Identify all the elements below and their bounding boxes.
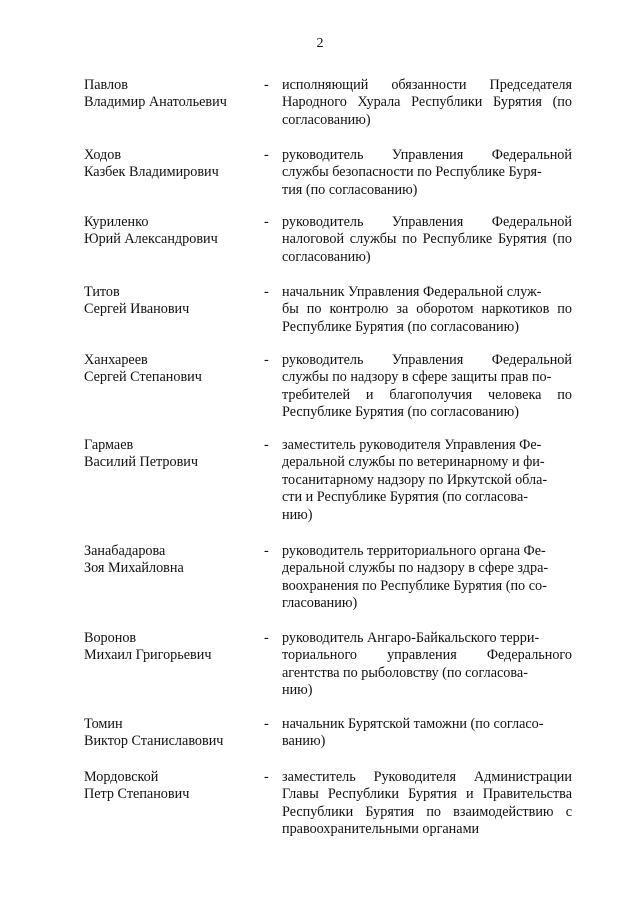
dash-separator: - xyxy=(264,716,269,732)
dash-separator: - xyxy=(264,769,269,785)
page-number: 2 xyxy=(316,36,324,51)
member-given-name: Владимир Анатольевич xyxy=(84,94,227,111)
member-given-name: Виктор Станиславович xyxy=(84,733,224,750)
member-name xyxy=(84,77,259,112)
member-given-name: Сергей Степанович xyxy=(84,369,202,386)
member-name xyxy=(84,543,259,578)
member-surname: Титов xyxy=(84,284,120,300)
member-name xyxy=(84,437,259,472)
member-surname: Ханхареев xyxy=(84,352,148,368)
member-given-name: Юрий Александрович xyxy=(84,231,218,248)
member-position: руководитель Управления Федеральной налоговой службы по Республике Бурятия (по согласованию) xyxy=(282,214,572,265)
member-position: начальник Бурятской таможни (по согласо- ванию) xyxy=(282,716,544,750)
dash-separator: - xyxy=(264,437,269,453)
member-name xyxy=(84,769,259,804)
member-given-name: Сергей Иванович xyxy=(84,301,190,318)
dash-separator: - xyxy=(264,77,269,93)
member-surname: Томин xyxy=(84,716,123,732)
member-name xyxy=(84,147,259,182)
dash-separator: - xyxy=(264,214,269,230)
member-given-name: Казбек Владимирович xyxy=(84,164,219,181)
member-surname: Гармаев xyxy=(84,437,134,453)
member-name xyxy=(84,630,259,665)
dash-separator: - xyxy=(264,543,269,559)
member-position: начальник Управления Федеральной служ- бы по контролю за оборотом наркотиков по Республике Бурятия (по согласованию) xyxy=(282,284,572,335)
dash-separator: - xyxy=(264,352,269,368)
member-name xyxy=(84,716,259,751)
member-surname: Занабадарова xyxy=(84,543,166,559)
member-given-name: Михаил Григорьевич xyxy=(84,647,212,664)
member-name xyxy=(84,214,259,249)
member-surname: Ходов xyxy=(84,147,122,163)
member-surname: Павлов xyxy=(84,77,128,93)
member-surname: Куриленко xyxy=(84,214,149,230)
member-name xyxy=(84,284,259,319)
member-given-name: Зоя Михайловна xyxy=(84,560,184,577)
member-position: заместитель Руководителя Администрации Главы Республики Бурятия и Правительства Республики Бурятия по взаимодействию с правоохранительными органами xyxy=(282,769,572,838)
dash-separator: - xyxy=(264,284,269,300)
dash-separator: - xyxy=(264,147,269,163)
member-position: руководитель Ангаро-Байкальского терри- ториального управления Федерального агентства по рыболовству (по согласова- нию) xyxy=(282,630,572,699)
member-name xyxy=(84,352,259,387)
member-position: руководитель Управления Федеральной службы по надзору в сфере защиты прав по- требителей и благополучия человека по Республике Бурятия (по согласованию) xyxy=(282,352,572,421)
member-position: руководитель Управления Федеральной службы безопасности по Республике Буря- тия (по согласованию) xyxy=(282,147,572,198)
member-surname: Воронов xyxy=(84,630,137,646)
member-given-name: Петр Степанович xyxy=(84,786,190,803)
member-given-name: Василий Петрович xyxy=(84,454,198,471)
member-position: руководитель территориального органа Фе- деральной службы по надзору в сфере здра- воохранения по Республике Бурятия (по со- гласованию) xyxy=(282,543,549,612)
dash-separator: - xyxy=(264,630,269,646)
member-position: заместитель руководителя Управления Фе- деральной службы по ветеринарному и фи- тосанитарному надзору по Иркутской обла- сти и Республике Бурятия (по согласова- нию) xyxy=(282,437,548,523)
member-position: исполняющий обязанности Председателя Народного Хурала Республики Бурятия (по согласованию) xyxy=(282,77,572,128)
member-surname: Мордовской xyxy=(84,769,159,785)
